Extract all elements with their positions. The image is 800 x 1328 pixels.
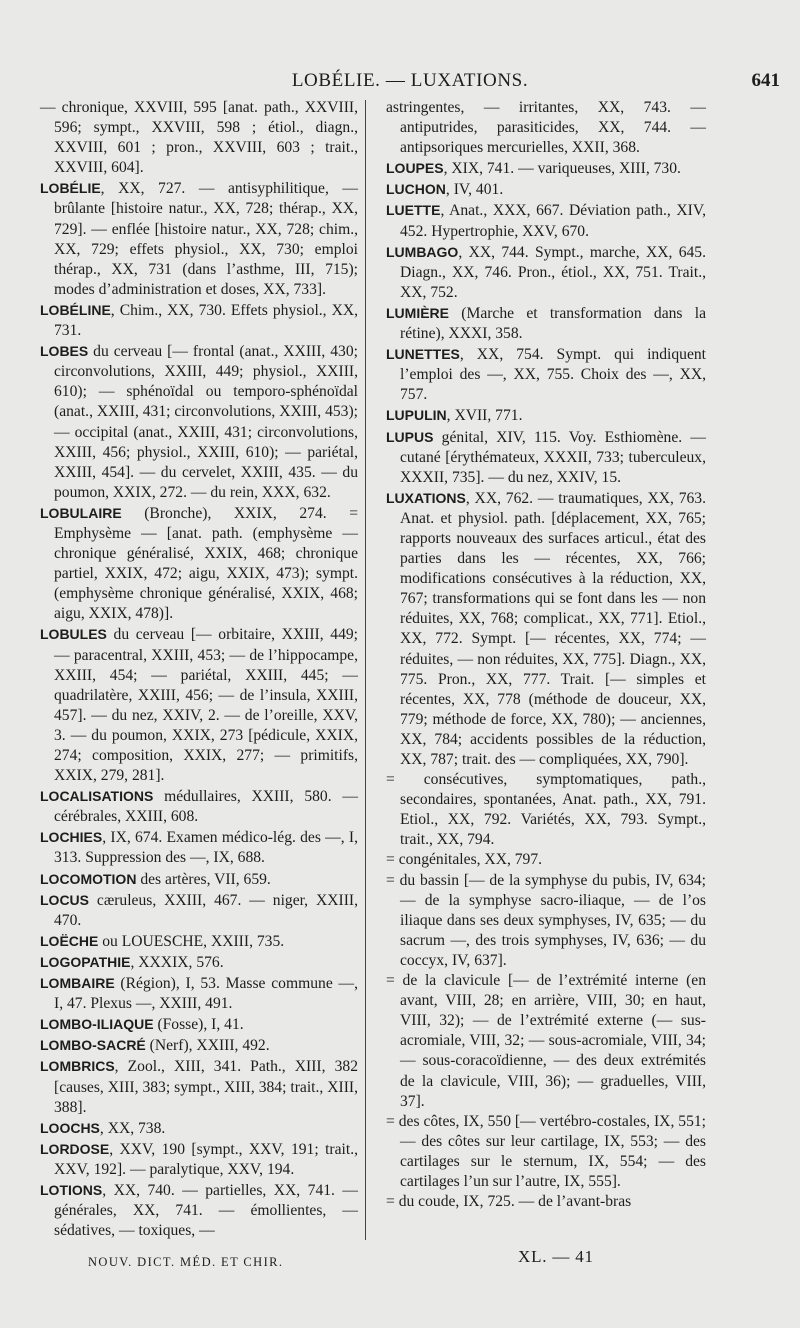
footer-signature: XL. — 41 — [518, 1247, 594, 1266]
entry-headword: LORDOSE — [40, 1140, 110, 1157]
index-entry — [40, 503, 358, 625]
page-header — [40, 70, 780, 100]
entry-text: , XVII, 771. — [446, 407, 523, 425]
entry-headword: LOTIONS — [40, 1181, 103, 1198]
entry-text: , XX, 754. Sympt. qui indiquent l’emploi des —, XX, 755. Choix des —, XX, 757. — [400, 346, 706, 404]
entry-text: = du coude, IX, 725. — de l’avant-bras — [386, 1193, 632, 1211]
entry-text: = congénitales, XX, 797. — [386, 851, 543, 869]
index-entry — [386, 427, 706, 488]
entry-headword: LOËCHE — [40, 932, 99, 949]
entry-text: , Zool., XIII, 341. Path., XIII, 382 [causes, XIII, 383; sympt., XIII, 384; trait., XIII, 388]. — [54, 1058, 358, 1116]
entry-text: = du bassin [— de la symphyse du pubis, IV, 634; — de la symphyse sacro-iliaque, — de l’os iliaque dans ses deux symphyses, IV, 635; — du sacrum —, des trois symphyses, IV, 636; — du coccyx, IV, 637]. — [386, 871, 706, 969]
page-number: 641 — [751, 70, 780, 91]
index-entry — [386, 344, 706, 405]
entry-text: , XX, 762. — traumatiques, XX, 763. Anat. et physiol. path. [déplacement, XX, 765; rapports nouveaux des surfaces articul., état des parties dans les — récentes, XX, 766; modifications consécutives à la réduction, XX, 767; transformations qui se font dans les — non réduites, XX, 768; complicat., XX, 771]. Etiol., XX, 772. Sympt. [— récentes, XX, 774; — réduites, — non réduites, XX, 775]. Diagn., XX, 775. Pron., XX, 777. Trait. [— simples et récentes, XX, 778 (méthode de douceur, XX, 779; méthode de force, XX, 780); — anciennes, XX, 784; accidents possibles de la réduction, XX, 787; trait. des — compliquées, XX, 790]. — [400, 489, 706, 768]
index-entry — [386, 1192, 706, 1212]
index-entry — [40, 786, 358, 827]
entry-headword: LOCUS — [40, 891, 89, 908]
index-entry — [386, 971, 706, 1112]
index-entry — [386, 98, 706, 158]
entry-headword: LOBÉLIE — [40, 180, 101, 197]
index-entry — [386, 770, 706, 850]
entry-text: , XX, 727. — antisyphilitique, — brûlante [histoire natur., XX, 728; thérap., XX, 729]. — enflée [histoire natur., XX, 728; chim., XX, 729; effets physiol., XX, 730; emploi thérap., XX, 731 (dans l’asthme, III, 715); modes d’administration et doses, XX, 733]. — [54, 180, 358, 298]
left-column — [40, 98, 358, 1241]
index-entry — [386, 158, 706, 179]
entry-headword: LUNETTES — [386, 346, 460, 363]
entry-headword: LOGOPATHIE — [40, 953, 131, 970]
entry-headword: LOUPES — [386, 160, 444, 177]
entry-headword: LOBÉLINE — [40, 301, 111, 318]
entry-text: (Région), I, 53. Masse commune —, I, 47. Plexus —, XXIII, 491. — [54, 975, 358, 1013]
index-entry — [386, 1112, 706, 1192]
entry-headword: LOBULAIRE — [40, 504, 122, 521]
index-entry — [386, 850, 706, 870]
entry-headword: LOCALISATIONS — [40, 788, 154, 805]
entry-text: = consécutives, symptomatiques, path., secondaires, spontanées, Anat. path., XX, 791. Etiol., XX, 792. Variétés, XX, 793. Sympt., trait., XX, 794. — [386, 771, 706, 849]
entry-text: , IX, 674. Examen médico-lég. des —, I, 313. Suppression des —, IX, 688. — [54, 829, 358, 867]
entry-headword: LOMBRICS — [40, 1058, 115, 1075]
index-entry — [40, 973, 358, 1014]
entry-text: du cerveau [— frontal (anat., XXIII, 430; circonvolutions, XXIII, 449; physiol., XXIII, 610); — sphénoïdal ou temporo-sphénoïdal (anat., XXIII, 431; circonvolutions, XXIII, 453); — occipital (anat., XXIII, 431; circonvolutions, XXIII, 456; physiol., XXIII, 610); — pariétal, XXIII, 454]. — du cervelet, XXIII, 435. — du poumon, XXIX, 272. — du rein, XXX, 632. — [54, 343, 359, 501]
index-entry — [40, 1180, 358, 1241]
right-column — [386, 98, 706, 1212]
footer-publication: NOUV. DICT. MÉD. ET CHIR. — [88, 1255, 284, 1269]
entry-headword: LUMBAGO — [386, 243, 459, 260]
entry-text: , XXXIX, 576. — [130, 953, 224, 971]
entry-text: = des côtes, IX, 550 [— vertébro-costales, IX, 551; — des côtes sur leur cartilage, IX, 553; — des cartilages sur le sternum, IX, 554; — des cartilages l’un sur l’autre, IX, 555]. — [386, 1112, 706, 1190]
entry-text: génital, XIV, 115. Voy. Esthiomène. — cutané [érythémateux, XXXII, 733; tuberculeux, XXXII, 735]. — du nez, XXIV, 15. — [400, 428, 706, 486]
column-divider — [365, 100, 366, 1240]
index-entry — [386, 871, 706, 971]
index-entry — [40, 1118, 358, 1139]
index-entry — [386, 303, 706, 344]
running-title: LOBÉLIE. — LUXATIONS. — [291, 70, 529, 91]
entry-text: (Nerf), XXIII, 492. — [145, 1037, 270, 1055]
entry-text: ou LOUESCHE, XXIII, 735. — [98, 932, 285, 950]
index-entry — [386, 179, 706, 200]
entry-headword: LOBES — [40, 343, 89, 360]
index-entry — [386, 242, 706, 303]
entry-headword: LUMIÈRE — [386, 304, 449, 321]
entry-text: (Marche et transformation dans la rétine), XXXI, 358. — [400, 304, 706, 343]
index-entry — [386, 488, 706, 770]
entry-text: = de la clavicule [— de l’extrémité interne (en avant, VIII, 28; en arrière, VIII, 30; en haut, VIII, 32); — de l’extrémité externe (— sus-acromiale, VIII, 32; — sous-acromiale, VIII, 34; — sous-coracoïdienne, — des deux extrémités de la clavicule, VIII, 36); — graduelles, VIII, 37]. — [386, 972, 706, 1110]
index-entry — [40, 952, 358, 973]
entry-text: médullaires, XXIII, 580. — cérébrales, XXIII, 608. — [54, 788, 358, 826]
entry-text: des artères, VII, 659. — [136, 870, 271, 888]
entry-headword: LOMBO-SACRÉ — [40, 1037, 146, 1054]
entry-text: — chronique, XXVIII, 595 [anat. path., XXVIII, 596; sympt., XXVIII, 598 ; étiol., diagn., XXVIII, 601 ; pron., XXVIII, 603 ; trait., XXVIII, 604]. — [40, 99, 358, 177]
index-entry — [40, 1056, 358, 1117]
entry-headword: LOCOMOTION — [40, 870, 137, 887]
index-entry — [40, 300, 358, 341]
entry-text: astringentes, — irritantes, XX, 743. — antiputrides, parasiticides, XX, 744. — antipsoriques mercurielles, XXII, 368. — [386, 99, 706, 157]
index-entry — [40, 178, 358, 300]
entry-headword: LUCHON — [386, 181, 446, 198]
entry-headword: LOBULES — [40, 626, 107, 643]
entry-text: , XX, 740. — partielles, XX, 741. — générales, XX, 741. — émollientes, — sédatives, — toxiques, — — [54, 1181, 358, 1240]
entry-text: , Chim., XX, 730. Effets physiol., XX, 731. — [54, 301, 358, 340]
index-entry — [40, 624, 358, 786]
entry-headword: LUPUS — [386, 428, 434, 445]
entry-text: (Bronche), XXIX, 274. = Emphysème — [anat. path. (emphysème — chronique généralisé, XXIX, 468; chronique partiel, XXIX, 472; aigu, XXIX, 473); sympt. (emphysème chronique généralisé, XXIX, 468; aigu, XXIX, 478)]. — [54, 504, 358, 623]
index-entry — [40, 890, 358, 931]
entry-headword: LUXATIONS — [386, 489, 466, 506]
index-entry — [40, 869, 358, 890]
entry-text: , IV, 401. — [445, 181, 504, 199]
index-entry — [40, 1014, 358, 1035]
entry-text: (Fosse), I, 41. — [153, 1016, 244, 1034]
entry-text: , XX, 738. — [99, 1119, 166, 1137]
entry-headword: LOCHIES — [40, 829, 103, 846]
index-entry — [40, 1139, 358, 1180]
index-entry — [40, 827, 358, 868]
entry-headword: LUPULIN — [386, 407, 447, 424]
entry-text: du cerveau [— orbitaire, XXIII, 449; — paracentral, XXIII, 453; — de l’hippocampe, XXIII, 454; — pariétal, XXIII, 445; — quadrilatère, XXIII, 456; — de l’insula, XXIII, 457]. — du nez, XXIV, 2. — de l’oreille, XXV, 3. — du poumon, XXIX, 273 [pédicule, XXIX, 274; composition, XXIX, 277; — primitifs, XXIX, 279, 281]. — [54, 626, 358, 785]
entry-text: , XIX, 741. — variqueuses, XIII, 730. — [443, 160, 681, 178]
entry-text: , XXV, 190 [sympt., XXV, 191; trait., XXV, 192]. — paralytique, XXV, 194. — [54, 1140, 358, 1178]
entry-headword: LOMBAIRE — [40, 975, 115, 992]
entry-headword: LOMBO-ILIAQUE — [40, 1016, 154, 1033]
index-entry — [386, 405, 706, 426]
entry-text: cæruleus, XXIII, 467. — niger, XXIII, 470. — [54, 891, 358, 929]
index-entry — [386, 200, 706, 241]
index-entry — [40, 341, 358, 503]
index-entry — [40, 1035, 358, 1056]
index-entry — [40, 931, 358, 952]
entry-text: , Anat., XXX, 667. Déviation path., XIV, 452. Hypertrophie, XXV, 670. — [400, 202, 706, 240]
entry-text: , XX, 744. Sympt., marche, XX, 645. Diagn., XX, 746. Pron., étiol., XX, 751. Trait., XX, 752. — [400, 243, 706, 301]
entry-headword: LOOCHS — [40, 1119, 100, 1136]
entry-headword: LUETTE — [386, 202, 441, 219]
index-entry — [40, 98, 358, 178]
